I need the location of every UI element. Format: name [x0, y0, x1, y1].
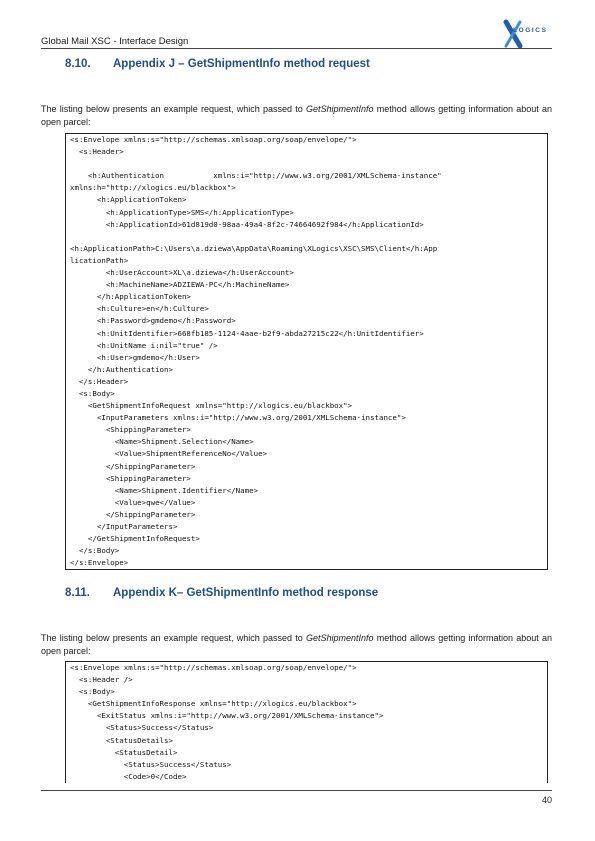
code-line: xmlns:h="http://xlogics.eu/blackbox"> — [70, 183, 236, 193]
intro-text: method allows getting information about an open parcel: — [41, 633, 552, 656]
code-line: <s:Envelope xmlns:s="http://schemas.xmlsoap.org/soap/envelope/"> — [70, 663, 357, 672]
code-line: <h:ApplicationType>SMS</h:ApplicationType> — [70, 207, 294, 217]
code-line: <s:Header /> — [70, 675, 133, 685]
header-title: Global Mail XSC - Interface Design — [41, 36, 189, 47]
method-name: GetShipmentInfo — [305, 633, 374, 643]
code-line: </InputParameters> — [70, 522, 178, 531]
xlogics-logo-icon — [500, 18, 560, 50]
footer-rule — [41, 790, 552, 791]
code-line: </h:ApplicationToken> — [70, 292, 191, 302]
code-line: <Status>Success</Status> — [70, 723, 214, 733]
code-line: <h:Culture>en</h:Culture> — [70, 304, 209, 314]
code-line: <h:ApplicationId>61d819d0-98aa-49a4-8f2c-74664692f984</h:ApplicationId> — [70, 219, 424, 229]
section-title-text: Appendix J – GetShipmentInfo method request — [113, 58, 370, 70]
intro-text: The listing below presents an example request, which passed to — [41, 633, 306, 643]
code-line: </ShippingParameter> — [70, 461, 196, 471]
code-line: </GetShipmentInfoRequest> — [70, 534, 200, 544]
code-line: <InputParameters xmlns:i="http://www.w3.org/2001/XMLSchema-instance"> — [70, 413, 406, 423]
code-line: <h:Password>gmdemo</h:Password> — [70, 316, 236, 326]
header-rule — [41, 48, 552, 49]
code-line: <h:ApplicationToken> — [70, 195, 187, 205]
code-line: <h:UserAccount>XL\a.dziewa</h:UserAccount> — [70, 268, 294, 278]
code-line: <GetShipmentInfoRequest xmlns="http://xlogics.eu/blackbox"> — [70, 401, 353, 411]
code-line: </s:Body> — [70, 546, 120, 556]
intro-paragraph-k — [41, 632, 552, 658]
code-line: </h:Authentication> — [70, 364, 173, 374]
intro-text: The listing below presents an example request, which passed to — [41, 104, 306, 114]
code-line: <Name>Shipment.Identifier</Name> — [70, 485, 259, 495]
code-line: <s:Body> — [70, 687, 115, 697]
section-heading-k — [65, 587, 378, 599]
code-line: <h:ApplicationPath>C:\Users\a.dziewa\AppData\Roaming\XLogics\XSC\SMS\Client</h:App — [70, 243, 438, 253]
code-line: <Status>Success</Status> — [70, 759, 232, 769]
intro-paragraph-j — [41, 103, 552, 129]
code-line — [70, 158, 543, 170]
logo-text: LOGICS — [513, 27, 548, 34]
code-line: <s:Body> — [70, 388, 115, 398]
code-line: <Value>qwe</Value> — [70, 497, 196, 507]
code-line: <Code>0</Code> — [70, 771, 187, 781]
code-line: <ShippingParameter> — [70, 425, 191, 435]
section-heading-j — [65, 58, 370, 70]
code-line: </ShippingParameter> — [70, 509, 196, 519]
code-line: <h:MachineName>ADZIEWA-PC</h:MachineName> — [70, 280, 290, 290]
code-line: <s:Header> — [70, 147, 124, 157]
code-line: <Name>Shipment.Selection</Name> — [70, 437, 254, 447]
code-line: <StatusDetail> — [70, 747, 178, 757]
intro-text: method allows getting information about an open parcel: — [41, 104, 552, 127]
code-line: <ShippingParameter> — [70, 473, 191, 483]
code-line: <GetShipmentInfoResponse xmlns="http://xlogics.eu/blackbox"> — [70, 699, 357, 709]
section-title-text: Appendix K– GetShipmentInfo method response — [113, 587, 379, 599]
method-name: GetShipmentInfo — [305, 104, 374, 114]
code-line: <h:UnitIdentifier>668fb185-1124-4aae-b2f9-abda27215c22</h:UnitIdentifier> — [70, 328, 424, 338]
code-line: <StatusDetails> — [70, 735, 173, 745]
code-line — [70, 231, 543, 243]
page-number: 40 — [541, 795, 552, 805]
code-listing-response — [65, 661, 548, 783]
code-line: </s:Envelope> — [70, 558, 129, 568]
section-number: 8.10. — [65, 58, 91, 70]
code-line: <Value>ShipmentReferenceNo</Value> — [70, 449, 268, 459]
code-line: licationPath> — [70, 255, 129, 265]
section-number: 8.11. — [65, 587, 90, 599]
code-line: <ExitStatus xmlns:i="http://www.w3.org/2001/XMLSchema-instance"> — [70, 711, 384, 721]
code-line: </s:Header> — [70, 376, 129, 386]
code-line: <s:Envelope xmlns:s="http://schemas.xmlsoap.org/soap/envelope/"> — [70, 135, 357, 144]
code-listing-request — [65, 133, 548, 570]
code-line: <h:User>gmdemo</h:User> — [70, 352, 200, 362]
code-line: <h:Authentication xmlns:i="http://www.w3.org/2001/XMLSchema-instance" — [70, 171, 442, 181]
code-line: <h:UnitName i:nil="true" /> — [70, 340, 218, 350]
